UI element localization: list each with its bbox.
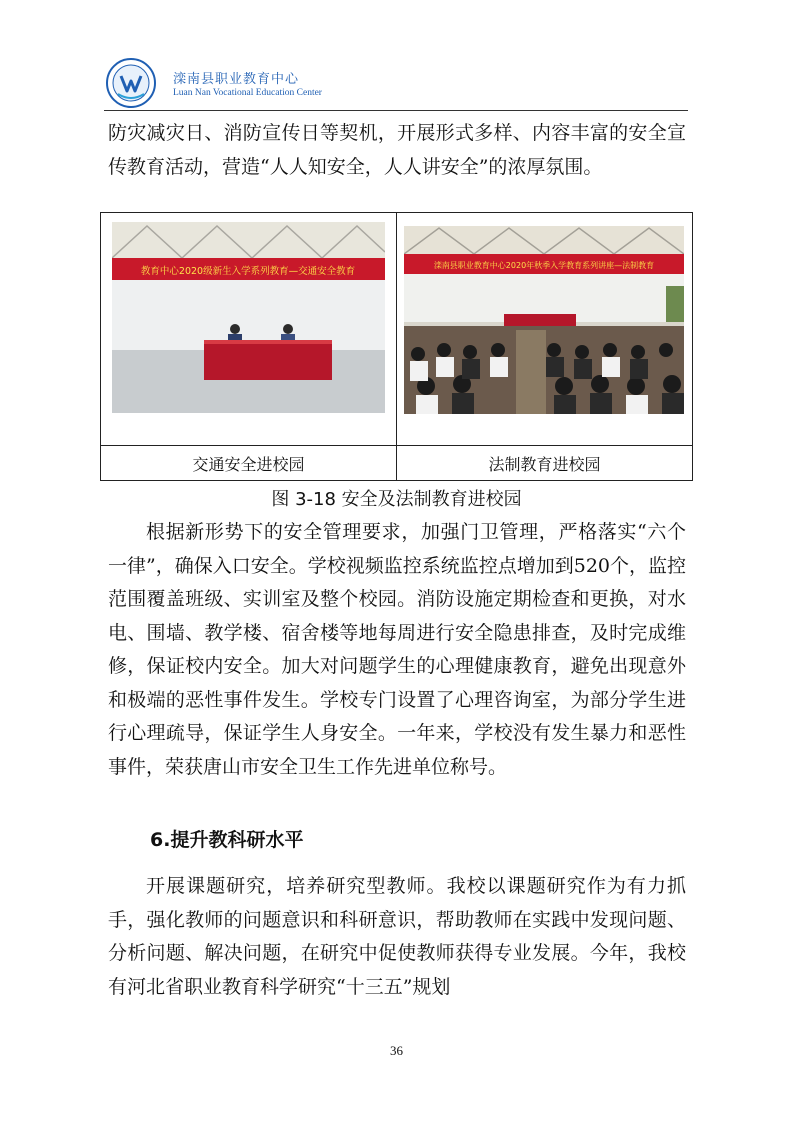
body-paragraph: 防灾减灾日、消防宣传日等契机，开展形式多样、内容丰富的安全宣传教育活动，营造“人人知安全，人人讲安全”的浓厚氛围。 [108,122,686,178]
school-logo-icon [106,58,156,108]
photo-caption: 法制教育进校园 [397,446,693,481]
page-number: 36 [390,1043,403,1058]
photo-cell [397,213,693,446]
org-name-cn: 滦南县职业教育中心 [173,72,300,87]
traffic-safety-photo [112,222,385,413]
section-heading: 6.提升教科研水平 [150,829,304,851]
legal-education-photo [404,226,684,414]
body-paragraph: 根据新形势下的安全管理要求，加强门卫管理，严格落实“六个一律”，确保入口安全。学校视频监控系统监控点增加到520个，监控范围覆盖班级、实训室及整个校园。消防设施定期检查和更换，对水电、围墙、教学楼、宿舍楼等地每周进行安全隐患排查，及时完成维修，保证校内安全。加大对问题学生的心理健康教育，避免出现意外和极端的恶性事件发生。学校专门设置了心理咨询室，为部分学生进行心理疏导，保证学生人身安全。一年来，学校没有发生暴力和恶性事件，荣获唐山市安全卫生工作先进单位称号。 [108,521,686,778]
header-divider [104,110,688,111]
photo-table [100,212,693,481]
org-name-en: Luan Nan Vocational Education Center [173,88,322,98]
photo-cell [101,213,397,446]
photo-caption: 交通安全进校园 [101,446,397,481]
body-paragraph: 开展课题研究，培养研究型教师。我校以课题研究作为有力抓手，强化教师的问题意识和科研意识，帮助教师在实践中发现问题、分析问题、解决问题，在研究中促使教师获得专业发展。今年，我校有河北省职业教育科学研究“十三五”规划 [108,875,686,998]
photo-banner-text: 滦南县职业教育中心2020年秋季入学教育系列讲座—法制教育 [433,261,655,270]
photo-banner-text: 教育中心2020级新生入学系列教育—交通安全教育 [140,266,356,277]
page-header [104,56,688,108]
figure-caption: 图 3-18 安全及法制教育进校园 [271,489,522,510]
